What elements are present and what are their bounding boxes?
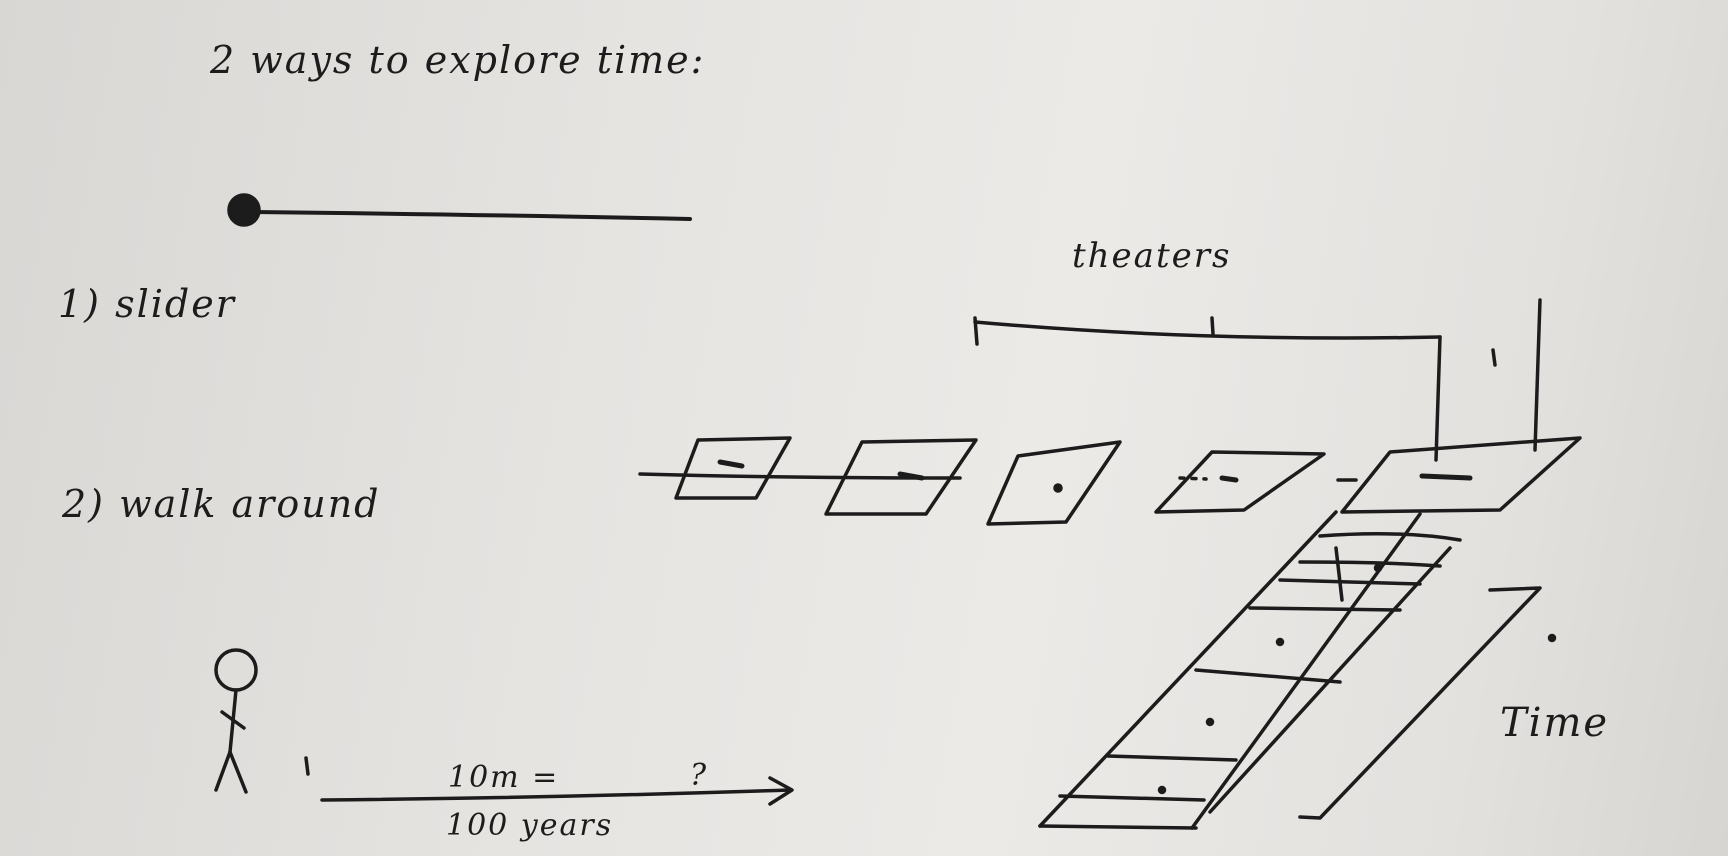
theaters-label: theaters — [1072, 236, 1232, 276]
timeline-stack — [1040, 512, 1460, 828]
stick-figure-icon — [216, 650, 256, 792]
scale-distance-label: 10m = — [448, 760, 560, 795]
scale-question-mark: ? — [690, 758, 709, 793]
theater-tile — [1342, 438, 1580, 512]
slider-knob-icon — [229, 195, 259, 225]
slider-sketch — [229, 195, 690, 225]
theater-tile — [1156, 452, 1356, 512]
theater-tile — [676, 438, 790, 498]
theater-tile — [988, 442, 1120, 524]
option-walk-around-label: 2) walk around — [62, 482, 381, 526]
theaters-bracket — [975, 300, 1540, 460]
time-label: Time — [1500, 700, 1610, 746]
scale-years-label: 100 years — [446, 808, 614, 843]
option-slider-label: 1) slider — [58, 282, 236, 326]
theater-tiles — [676, 438, 1580, 524]
page-title: 2 ways to explore time: — [210, 38, 706, 82]
